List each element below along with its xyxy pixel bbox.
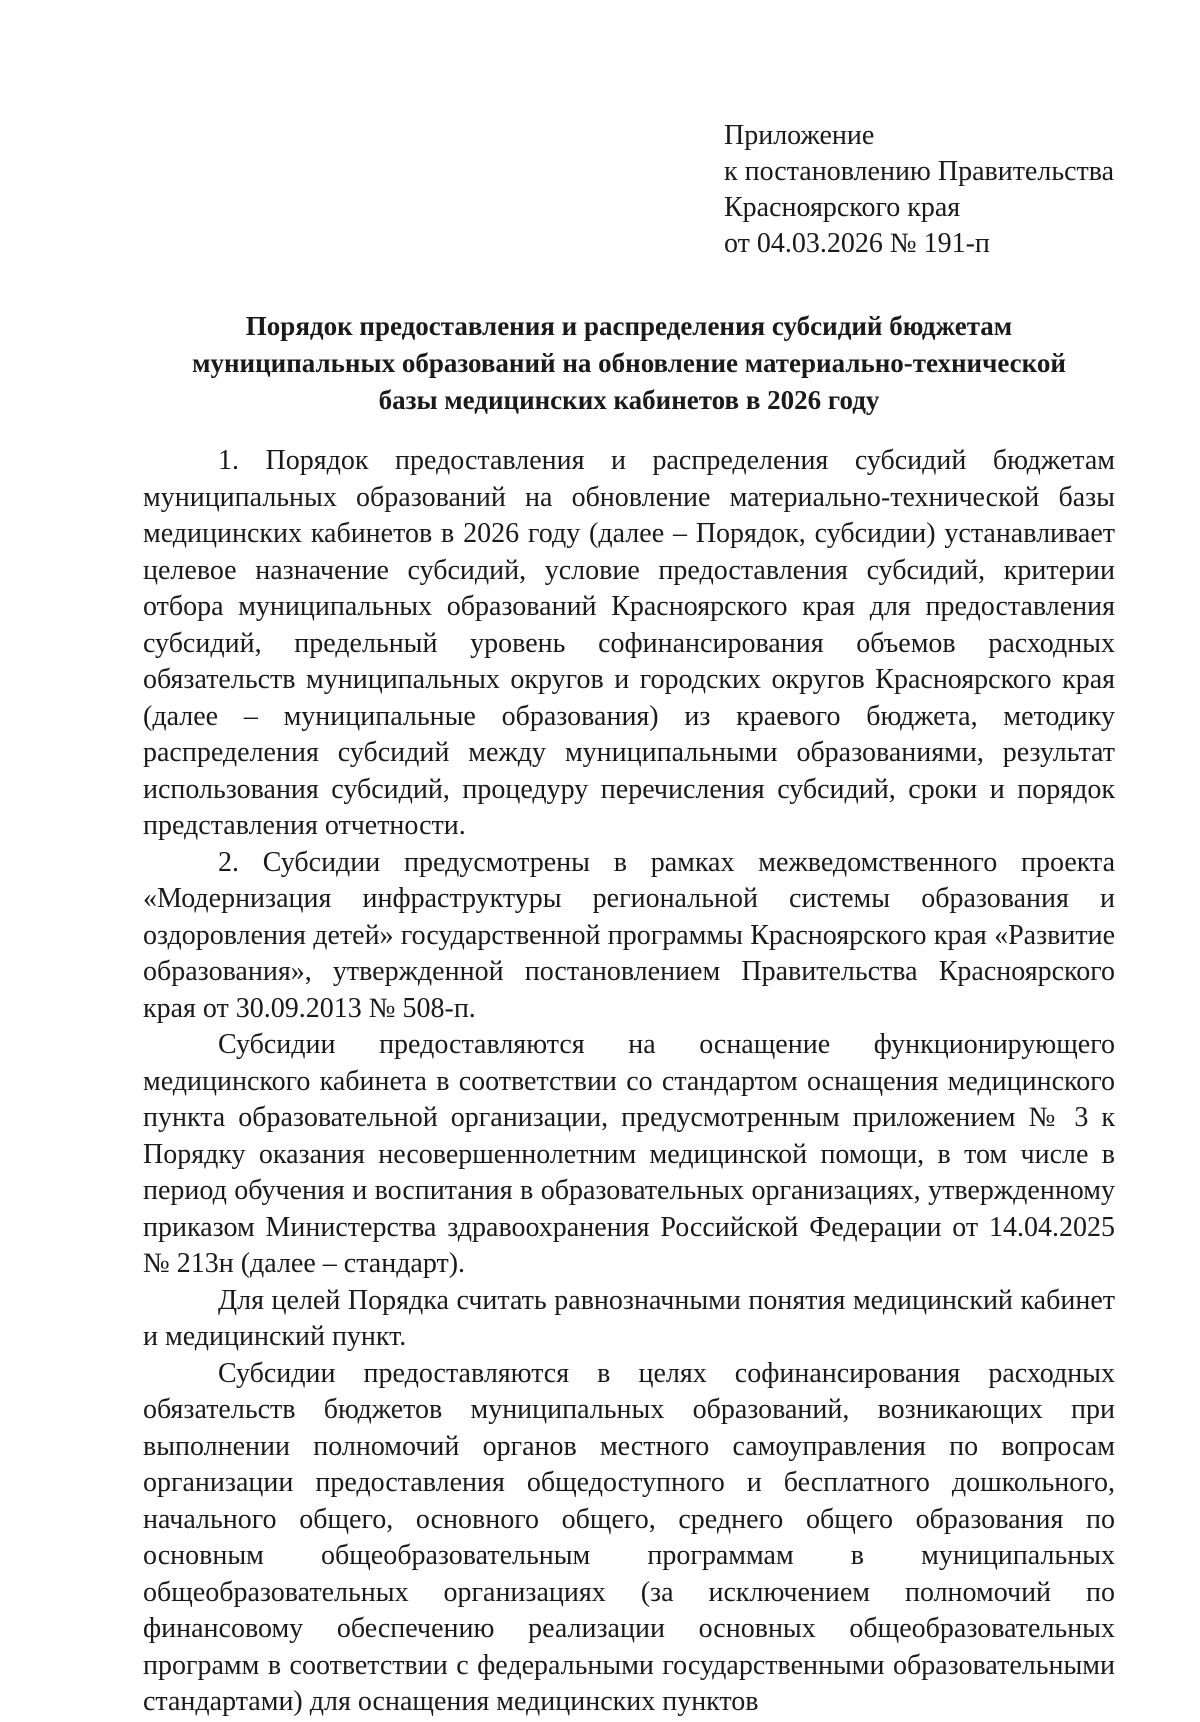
title-line-2: муниципальных образований на обновление материально-технической <box>192 348 1066 378</box>
title-line-3: базы медицинских кабинетов в 2026 году <box>378 385 880 415</box>
appendix-region: Красноярского края <box>724 192 961 223</box>
appendix-label: Приложение <box>724 120 875 151</box>
appendix-resolution-reference: к постановлению Правительства <box>724 156 1115 187</box>
paragraph-5: Субсидии предоставляются в целях софинансирования расходных обязательств бюджетов муниципальных образований, возникающих при выполнении полномочий органов местного самоуправления по вопросам организации предоставления общедоступного и бесплатного дошкольного, начального общего, основного общего, среднего общего образования по основным общеобразовательным программам в муниципальных общеобразовательных организациях (за исключением полномочий по финансовому обеспечению реализации основных общеобразовательных программ в соответствии с федеральными государственными образовательными стандартами) для оснащения медицинских пунктов <box>143 1357 1115 1717</box>
paragraph-3: Субсидии предоставляются на оснащение функционирующего медицинского кабинета в соответствии со стандартом оснащения медицинского пункта образовательной организации, предусмотренным приложением № 3 к Порядку оказания несовершеннолетним медицинской помощи, в том числе в период обучения и воспитания в образовательных организациях, утвержденному приказом Министерства здравоохранения Российской Федерации от 14.04.2025 № 213н (далее – стандарт). <box>143 1029 1115 1279</box>
paragraph-4: Для целей Порядка считать равнозначными понятия медицинский кабинет и медицинский пункт. <box>143 1284 1115 1352</box>
paragraph-1: 1. Порядок предоставления и распределения субсидий бюджетам муниципальных образований на обновление материально-технической базы медицинских кабинетов в 2026 году (далее – Порядок, субсидии) устанавливает целевое назначение субсидий, условие предоставления субсидий, критерии отбора муниципальных образований Красноярского края для предоставления субсидий, предельный уровень софинансирования объемов расходных обязательств муниципальных округов и городских округов Красноярского края (далее – муниципальные образования) из краевого бюджета, методику распределения субсидий между муниципальными образованиями, результат использования субсидий, процедуру перечисления субсидий, сроки и порядок представления отчетности. <box>143 445 1115 841</box>
document-title <box>143 308 1115 419</box>
document-body <box>143 443 1115 1721</box>
appendix-date-number: от 04.03.2026 № 191-п <box>724 228 990 259</box>
paragraph-2: 2. Субсидии предусмотрены в рамках межведомственного проекта «Модернизация инфраструктуры региональной системы образования и оздоровления детей» государственной программы Красноярского края «Развитие образования», утвержденной постановлением Правительства Красноярского края от 30.09.2013 № 508-п. <box>143 846 1115 1024</box>
appendix-header <box>724 118 1114 262</box>
title-line-1: Порядок предоставления и распределения субсидий бюджетам <box>245 311 1013 341</box>
